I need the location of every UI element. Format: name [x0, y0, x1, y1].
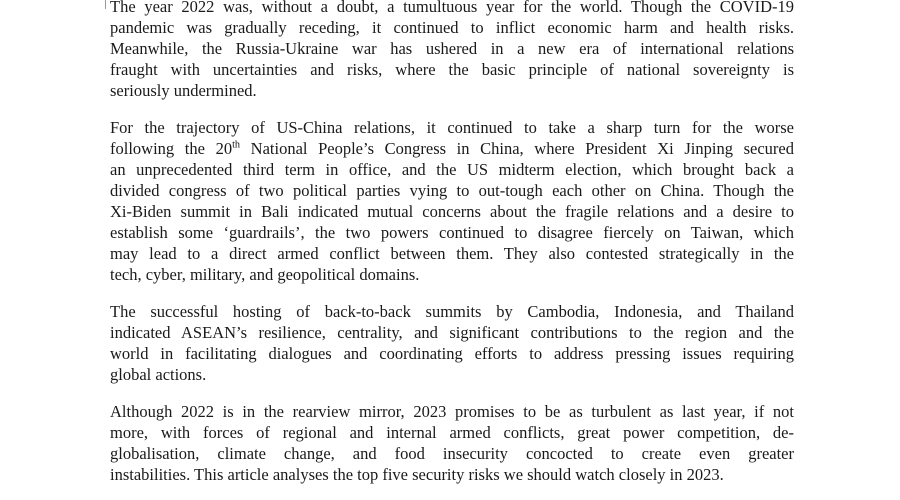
text-line: tech, cyber, military, and geopolitical domains.	[110, 265, 420, 284]
text-line	[110, 138, 794, 159]
text-line: may lead to a direct armed conflict between them. They also contested strategically in the	[110, 244, 794, 263]
text-line: global actions.	[110, 365, 207, 384]
text-line: The successful hosting of back-to-back summits by Cambodia, Indonesia, and Thailand	[110, 302, 794, 321]
text-line: establish some ‘guardrails’, the two powers continued to disagree fiercely on Taiwan, which	[110, 223, 794, 242]
text-line: seriously undermined.	[110, 81, 257, 100]
text-line: The year 2022 was, without a doubt, a tumultuous year for the world. Though the COVID-19	[110, 0, 794, 16]
ordinal-superscript: th	[232, 139, 241, 151]
text-line: fraught with uncertainties and risks, where the basic principle of national sovereignty is	[110, 60, 794, 79]
text-line: For the trajectory of US-China relations, it continued to take a sharp turn for the worse	[110, 118, 794, 137]
paragraph	[110, 401, 794, 485]
text-line: globalisation, climate change, and food insecurity concocted to create even greater	[110, 444, 794, 463]
text-line: Although 2022 is in the rearview mirror, 2023 promises to be as turbulent as last year, if not	[110, 402, 794, 421]
text-line: indicated ASEAN’s resilience, centrality, and significant contributions to the region and the	[110, 323, 794, 342]
paragraph	[110, 117, 794, 285]
text-block	[110, 0, 794, 500]
text-line: divided congress of two political parties vying to out-tough each other on China. Though the	[110, 181, 794, 200]
stray-caret-mark	[105, 0, 106, 9]
paragraph	[110, 0, 794, 101]
text-line: an unprecedented third term in office, and the US midterm election, which brought back a	[110, 160, 794, 179]
text-line: more, with forces of regional and internal armed conflicts, great power competition, de-	[110, 423, 794, 442]
text-line: Xi-Biden summit in Bali indicated mutual concerns about the fragile relations and a desire to	[110, 202, 794, 221]
text-line: pandemic was gradually receding, it continued to inflict economic harm and health risks.	[110, 18, 794, 37]
text-line: Meanwhile, the Russia-Ukraine war has ushered in a new era of international relations	[110, 39, 794, 58]
text-segment: National People’s Congress in China, where President Xi Jinping secured	[240, 139, 794, 158]
text-segment: following the 20	[110, 139, 233, 158]
text-line: instabilities. This article analyses the top five security risks we should watch closely in 2023.	[110, 465, 724, 484]
text-line: world in facilitating dialogues and coordinating efforts to address pressing issues requiring	[110, 344, 794, 363]
paragraph	[110, 301, 794, 385]
